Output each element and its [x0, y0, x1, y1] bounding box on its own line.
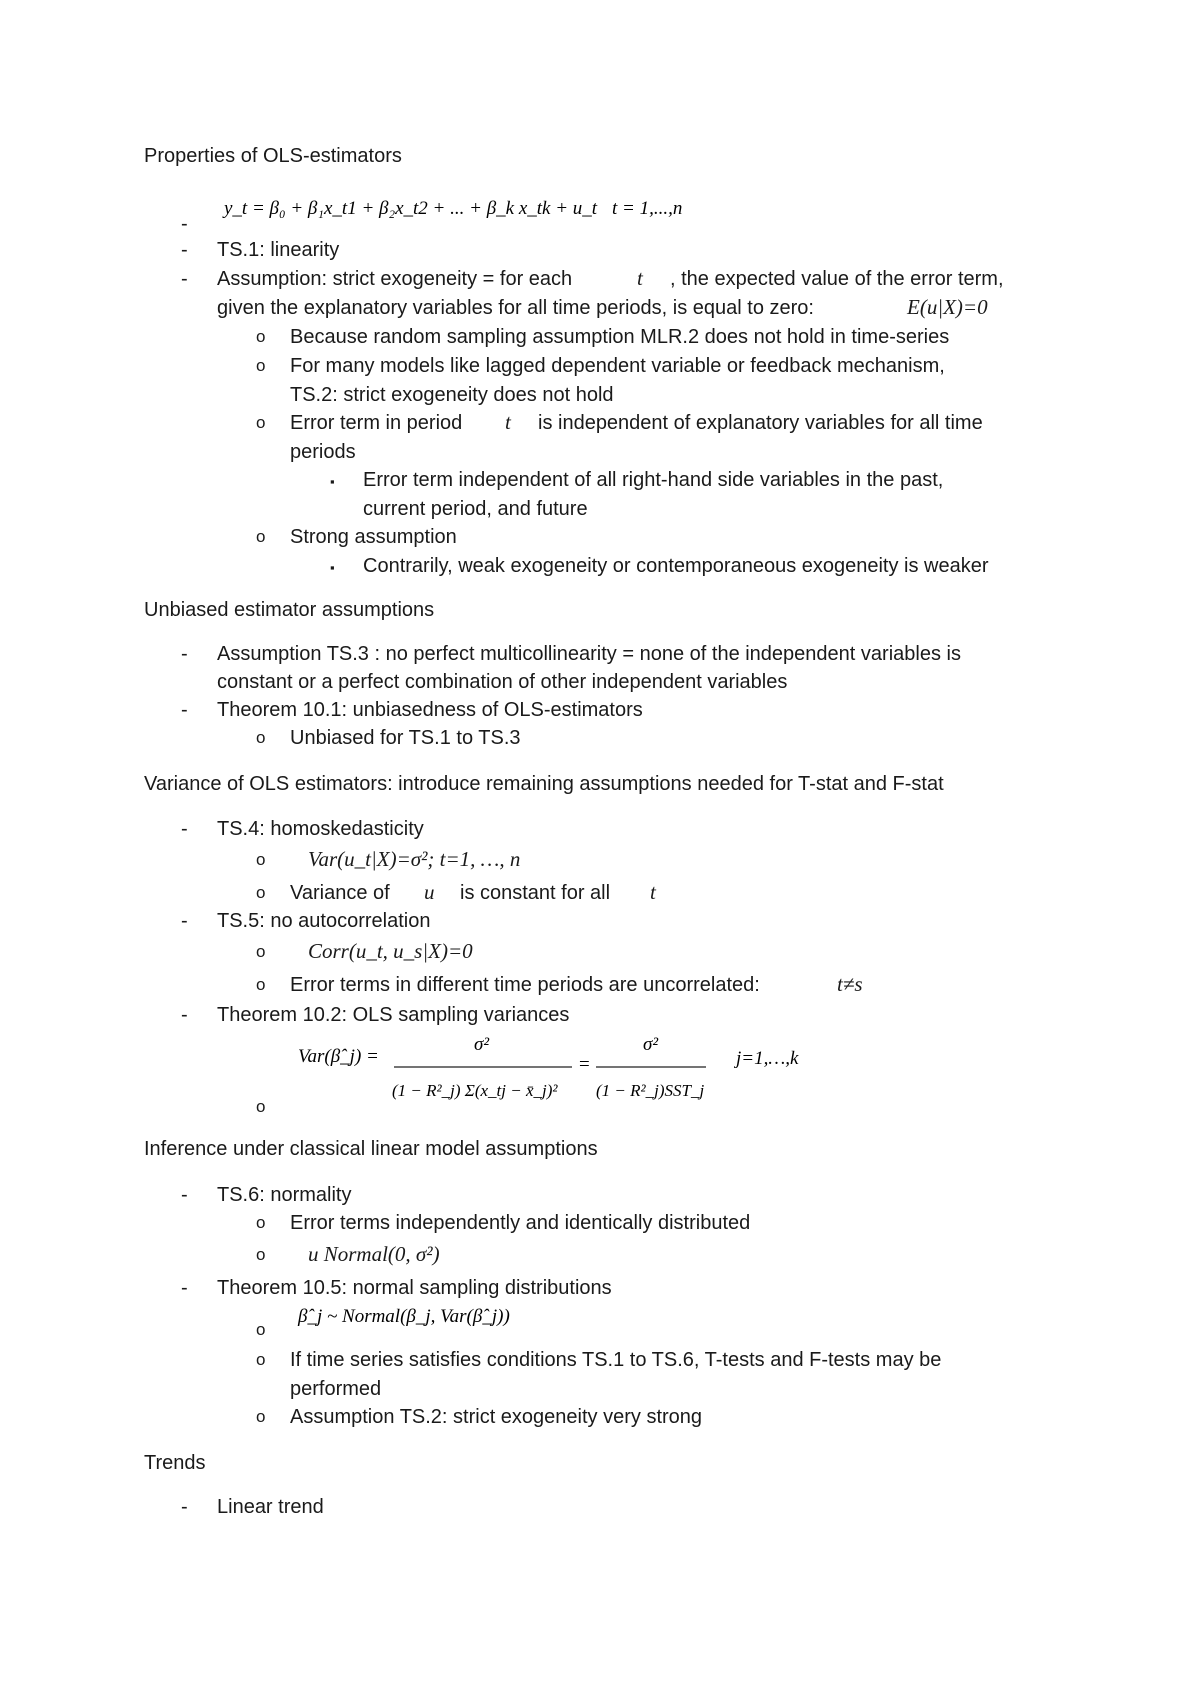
- var-u: u: [424, 880, 435, 904]
- bullet-dash: -: [181, 268, 188, 290]
- homoskedasticity-formula: Var(u_t|X)=σ²; t=1, …, n: [308, 847, 521, 871]
- bullet-circle: o: [256, 1245, 266, 1264]
- sub-sub-item-text: Error term independent of all right-hand side variables in the past,: [363, 469, 944, 491]
- sub-item-text: Unbiased for TS.1 to TS.3: [290, 727, 521, 749]
- bullet-circle: o: [256, 883, 266, 902]
- assumption-text-3: given the explanatory variables for all time periods, is equal to zero:: [217, 297, 814, 319]
- linear-trend-text: Linear trend: [217, 1496, 324, 1518]
- bullet-circle: o: [256, 850, 266, 869]
- item-text: Assumption TS.3 : no perfect multicollinearity = none of the independent variables is: [217, 643, 961, 665]
- autocorrelation-formula: Corr(u_t, u_s|X)=0: [308, 939, 473, 963]
- sub-sub-item-text: current period, and future: [363, 498, 588, 520]
- ts5-text: TS.5: no autocorrelation: [217, 910, 431, 932]
- sub-item-text: For many models like lagged dependent variable or feedback mechanism,: [290, 355, 945, 377]
- sub-item-text: Strong assumption: [290, 526, 457, 548]
- ols-variance-formula: [296, 1028, 836, 1108]
- bullet-dash: -: [181, 910, 188, 932]
- var-t: t: [637, 266, 643, 290]
- bullet-circle: o: [256, 975, 266, 994]
- model-equation-text: y_t = β₀ + β₁x_t1 + β₂x_t2 + ... + β_k x_tk + u_t: [224, 198, 598, 219]
- formula-den: (1 − R²_j) Σ(x_tj − x̄_j)²: [392, 1081, 558, 1100]
- var-t: t: [505, 410, 511, 434]
- bullet-circle: o: [256, 1097, 266, 1116]
- formula-text: β̂_j ~ Normal(β_j, Var(β̂_j)): [298, 1306, 510, 1327]
- bullet-circle: o: [256, 413, 266, 432]
- heading-trends: Trends: [144, 1452, 206, 1474]
- bullet-circle: o: [256, 1213, 266, 1232]
- heading-variance: Variance of OLS estimators: introduce remaining assumptions needed for T-stat and F-stat: [144, 773, 944, 795]
- formula-lhs: Var(β̂_j) =: [298, 1046, 379, 1067]
- bullet-circle: o: [256, 942, 266, 961]
- bullet-dash: -: [181, 699, 188, 721]
- bullet-dash: -: [181, 643, 188, 665]
- thm105-text: Theorem 10.5: normal sampling distributions: [217, 1277, 612, 1299]
- item-text: Theorem 10.1: unbiasedness of OLS-estimators: [217, 699, 643, 721]
- assumption-text-2: , the expected value of the error term,: [670, 268, 1004, 290]
- bullet-dash: -: [181, 818, 188, 840]
- bullet-circle: o: [256, 1350, 266, 1369]
- var-t: t: [650, 880, 656, 904]
- heading-properties-ols: Properties of OLS-estimators: [144, 145, 402, 167]
- bullet-circle: o: [256, 1407, 266, 1426]
- ts6-text: TS.6: normality: [217, 1184, 352, 1206]
- ts4-text: TS.4: homoskedasticity: [217, 818, 424, 840]
- bullet-dash: -: [181, 1184, 188, 1206]
- heading-unbiased: Unbiased estimator assumptions: [144, 599, 435, 621]
- sub-item-text: Error term in period: [290, 412, 463, 434]
- formula-index: j=1,…,k: [736, 1048, 799, 1069]
- thm102-text: Theorem 10.2: OLS sampling variances: [217, 1004, 570, 1026]
- bullet-dash: -: [181, 213, 188, 235]
- sub-item-text: Variance of: [290, 882, 390, 904]
- formula-num: σ²: [474, 1034, 490, 1055]
- bullet-circle: o: [256, 356, 266, 375]
- sub-item-text: performed: [290, 1378, 382, 1400]
- item-text: constant or a perfect combination of other independent variables: [217, 671, 788, 693]
- bullet-square: ▪: [330, 560, 335, 575]
- model-equation-index: t = 1,...,n: [612, 198, 683, 219]
- bullet-dash: -: [181, 239, 188, 261]
- sub-item-text: Assumption TS.2: strict exogeneity very strong: [290, 1406, 703, 1428]
- sub-item-text: Error terms independently and identically distributed: [290, 1212, 751, 1234]
- model-equation: [222, 190, 722, 224]
- bullet-circle: o: [256, 327, 266, 346]
- formula-den2: (1 − R²_j)SST_j: [596, 1081, 705, 1100]
- formula-num2: σ²: [643, 1034, 659, 1055]
- sub-item-text: TS.2: strict exogeneity does not hold: [290, 384, 614, 406]
- sub-item-text: periods: [290, 441, 356, 463]
- sub-item-text: Error terms in different time periods are uncorrelated:: [290, 974, 760, 996]
- assumption-text-1: Assumption: strict exogeneity = for each: [217, 268, 573, 290]
- bullet-square: ▪: [330, 474, 335, 489]
- heading-inference: Inference under classical linear model assumptions: [144, 1138, 598, 1160]
- sub-item-text: is constant for all: [460, 882, 611, 904]
- sub-item-text: If time series satisfies conditions TS.1 to TS.6, T-tests and F-tests may be: [290, 1349, 942, 1371]
- ts1-text: TS.1: linearity: [217, 239, 340, 261]
- bullet-dash: -: [181, 1004, 188, 1026]
- sub-sub-item-text: Contrarily, weak exogeneity or contemporaneous exogeneity is weaker: [363, 555, 989, 577]
- normality-formula: u Normal(0, σ²): [308, 1242, 440, 1266]
- bullet-circle: o: [256, 1320, 266, 1339]
- formula-eq: =: [579, 1054, 590, 1075]
- exogeneity-formula: E(u|X)=0: [907, 295, 988, 319]
- sub-item-text: Because random sampling assumption MLR.2 does not hold in time-series: [290, 326, 950, 348]
- bullet-circle: o: [256, 527, 266, 546]
- normal-distribution-formula: [296, 1298, 596, 1332]
- sub-item-text: is independent of explanatory variables for all time: [538, 412, 983, 434]
- bullet-dash: -: [181, 1496, 188, 1518]
- t-neq-s-formula: t≠s: [837, 972, 863, 996]
- bullet-dash: -: [181, 1277, 188, 1299]
- bullet-circle: o: [256, 728, 266, 747]
